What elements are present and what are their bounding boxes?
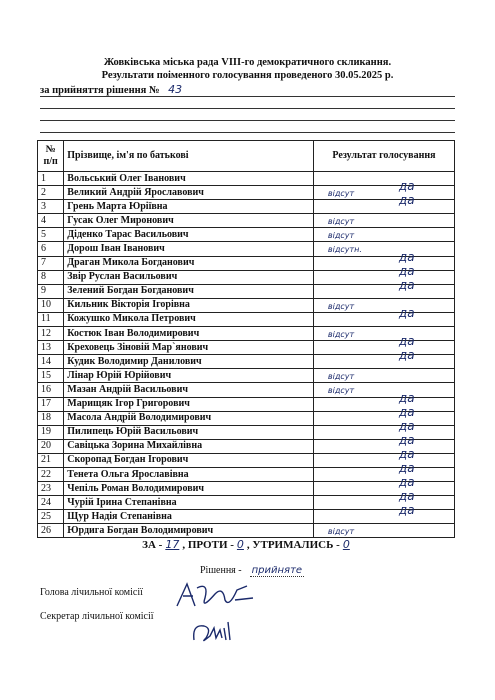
row-number: 22 <box>38 467 64 481</box>
table-header-row <box>38 141 455 172</box>
handwritten-yes: да <box>398 475 415 490</box>
table-row <box>38 270 455 284</box>
table-row <box>38 453 455 467</box>
row-number: 24 <box>38 496 64 510</box>
member-name: Звір Руслан Васильович <box>64 270 314 284</box>
vote-result-cell <box>313 327 454 341</box>
member-name: Кожушко Микола Петрович <box>64 312 314 326</box>
table-row <box>38 439 455 453</box>
handwritten-yes: да <box>398 404 415 419</box>
table-row <box>38 524 455 538</box>
row-number: 15 <box>38 369 64 383</box>
secretary-signature <box>190 618 240 651</box>
abstain-label: , УТРИМАЛИСЬ - <box>246 539 340 551</box>
row-number: 25 <box>38 510 64 524</box>
row-number: 19 <box>38 425 64 439</box>
vote-summary <box>0 538 495 551</box>
decision-line <box>40 83 182 96</box>
handwritten-absent: відсут <box>327 386 355 396</box>
vote-result-cell <box>313 228 454 242</box>
handwritten-yes: да <box>398 460 415 475</box>
table-row <box>38 510 455 524</box>
handwritten-yes: да <box>398 432 415 447</box>
header-line-1: Жовківська міська рада VIII-го демократичного скликання. <box>103 57 392 68</box>
against-value: 0 <box>236 538 244 551</box>
member-name: Драган Микола Богданович <box>64 256 314 270</box>
member-name: Чепіль Роман Володимирович <box>64 482 314 496</box>
decision-number: 43 <box>168 83 183 96</box>
decision-result <box>200 565 304 576</box>
row-number: 8 <box>38 270 64 284</box>
table-row <box>38 284 455 298</box>
vote-result-cell <box>313 418 454 439</box>
handwritten-yes: да <box>398 446 415 461</box>
table-row <box>38 200 455 214</box>
row-number: 7 <box>38 256 64 270</box>
member-name: Пилипець Юрій Васильович <box>64 425 314 439</box>
vote-result-cell <box>313 179 454 200</box>
col-name-header: Прізвище, ім'я по батькові <box>64 141 314 172</box>
handwritten-yes: да <box>398 503 415 518</box>
decision-label: за прийняття рішення № <box>40 85 160 96</box>
vote-result-cell <box>313 277 454 298</box>
secretary-label: Секретар лічильної комісії <box>40 611 154 622</box>
member-name: Мазан Андрій Васильович <box>64 383 314 397</box>
handwritten-yes: да <box>398 390 415 405</box>
handwritten-yes: да <box>398 305 415 320</box>
divider-line-2 <box>40 108 455 109</box>
member-name: Діденко Тарас Васильович <box>64 228 314 242</box>
member-name: Юрдига Богдан Володимирович <box>64 524 314 538</box>
table-row <box>38 298 455 312</box>
table-row <box>38 256 455 270</box>
divider-line-4 <box>40 132 455 133</box>
row-number: 11 <box>38 312 64 326</box>
col-no-header: № п/п <box>38 141 64 172</box>
handwritten-absent: відсут <box>327 231 355 241</box>
result-label: Рішення - <box>200 565 242 576</box>
member-name: Тенета Ольга Ярославівна <box>64 467 314 481</box>
member-name: Креховець Зіновій Мар`янович <box>64 341 314 355</box>
handwritten-yes: да <box>398 489 415 504</box>
vote-result-cell <box>313 460 454 481</box>
member-name: Великий Андрій Ярославович <box>64 186 314 200</box>
row-number: 26 <box>38 524 64 538</box>
row-number: 2 <box>38 186 64 200</box>
table-row <box>38 383 455 397</box>
head-label: Голова лічильної комісії <box>40 587 143 598</box>
vote-result-cell <box>313 242 454 256</box>
vote-result-cell <box>313 172 454 186</box>
table-row <box>38 467 455 481</box>
handwritten-yes: да <box>398 348 415 363</box>
row-number: 4 <box>38 214 64 228</box>
divider-line-3 <box>40 120 455 121</box>
handwritten-yes: да <box>398 249 415 264</box>
member-name: Лінар Юрій Юрійович <box>64 369 314 383</box>
table-row <box>38 341 455 355</box>
handwritten-yes: да <box>398 179 415 194</box>
vote-result-cell <box>313 446 454 467</box>
table-row <box>38 369 455 383</box>
handwritten-absent: відсут <box>327 189 355 199</box>
header-line-2: Результати поіменного голосування проведеного 30.05.2025 р. <box>101 70 394 81</box>
row-number: 1 <box>38 172 64 186</box>
vote-result-cell <box>313 524 454 538</box>
handwritten-yes: да <box>398 193 415 208</box>
for-label: ЗА - <box>142 539 163 551</box>
table-row <box>38 355 455 369</box>
table-row <box>38 172 455 186</box>
member-name: Зелений Богдан Богданович <box>64 284 314 298</box>
row-number: 13 <box>38 341 64 355</box>
vote-result-cell <box>313 503 454 524</box>
handwritten-absent: відсут <box>327 217 355 227</box>
member-name: Вольський Олег Іванович <box>64 172 314 186</box>
head-signature <box>175 580 255 618</box>
row-number: 10 <box>38 298 64 312</box>
table-row <box>38 214 455 228</box>
handwritten-yes: да <box>398 277 415 292</box>
member-name: Скоропад Богдан Ігорович <box>64 453 314 467</box>
row-number: 14 <box>38 355 64 369</box>
table-row <box>38 228 455 242</box>
member-name: Грень Марта Юріївна <box>64 200 314 214</box>
member-name: Савіцька Зорина Михайлівна <box>64 439 314 453</box>
member-name: Масола Андрій Володимирович <box>64 411 314 425</box>
row-number: 21 <box>38 453 64 467</box>
row-number: 12 <box>38 327 64 341</box>
table-row <box>38 425 455 439</box>
handwritten-yes: да <box>398 334 415 349</box>
table-row <box>38 327 455 341</box>
result-value: прийняте <box>251 565 303 576</box>
row-number: 17 <box>38 397 64 411</box>
vote-result-cell <box>313 298 454 312</box>
member-name: Гусак Олег Миронович <box>64 214 314 228</box>
secretary-signature-mark <box>190 618 240 646</box>
member-name: Костюк Іван Володимирович <box>64 327 314 341</box>
against-label: , ПРОТИ - <box>182 539 234 551</box>
table-row <box>38 397 455 411</box>
row-number: 20 <box>38 439 64 453</box>
member-name: Кудик Володимир Данилович <box>64 355 314 369</box>
row-number: 23 <box>38 482 64 496</box>
for-value: 17 <box>165 538 180 551</box>
table-row <box>38 186 455 200</box>
handwritten-absent: відсут <box>327 301 355 311</box>
member-name: Дорош Іван Іванович <box>64 242 314 256</box>
vote-result-cell <box>313 404 454 425</box>
table-row <box>38 482 455 496</box>
row-number: 6 <box>38 242 64 256</box>
row-number: 9 <box>38 284 64 298</box>
vote-result-cell <box>313 369 454 383</box>
vote-result-cell <box>313 475 454 496</box>
member-name: Чурій Ірина Степанівна <box>64 496 314 510</box>
row-number: 5 <box>38 228 64 242</box>
abstain-value: 0 <box>342 538 350 551</box>
head-signature-mark <box>175 580 255 612</box>
member-name: Кильник Вікторія Ігорівна <box>64 298 314 312</box>
table-row <box>38 411 455 425</box>
row-number: 18 <box>38 411 64 425</box>
vote-result-cell <box>313 383 454 397</box>
handwritten-absent: відсут <box>327 527 355 537</box>
vote-result-cell <box>313 489 454 510</box>
votes-table <box>37 140 455 538</box>
member-name: Щур Надія Степанівна <box>64 510 314 524</box>
vote-result-cell <box>313 348 454 369</box>
handwritten-absent: відсут <box>327 372 355 382</box>
row-number: 3 <box>38 200 64 214</box>
table-row <box>38 242 455 256</box>
divider-line-1 <box>40 96 455 97</box>
vote-result-cell <box>313 432 454 453</box>
handwritten-absent: відсут <box>327 330 355 340</box>
member-name: Марищяк Ігор Григорович <box>64 397 314 411</box>
handwritten-yes: да <box>398 263 415 278</box>
handwritten-yes: да <box>398 418 415 433</box>
handwritten-absent: відсутн. <box>327 245 362 255</box>
row-number: 16 <box>38 383 64 397</box>
vote-result-cell <box>313 263 454 284</box>
col-result-header: Результат голосування <box>313 141 454 172</box>
table-row <box>38 312 455 326</box>
table-row <box>38 496 455 510</box>
vote-result-cell <box>313 214 454 228</box>
